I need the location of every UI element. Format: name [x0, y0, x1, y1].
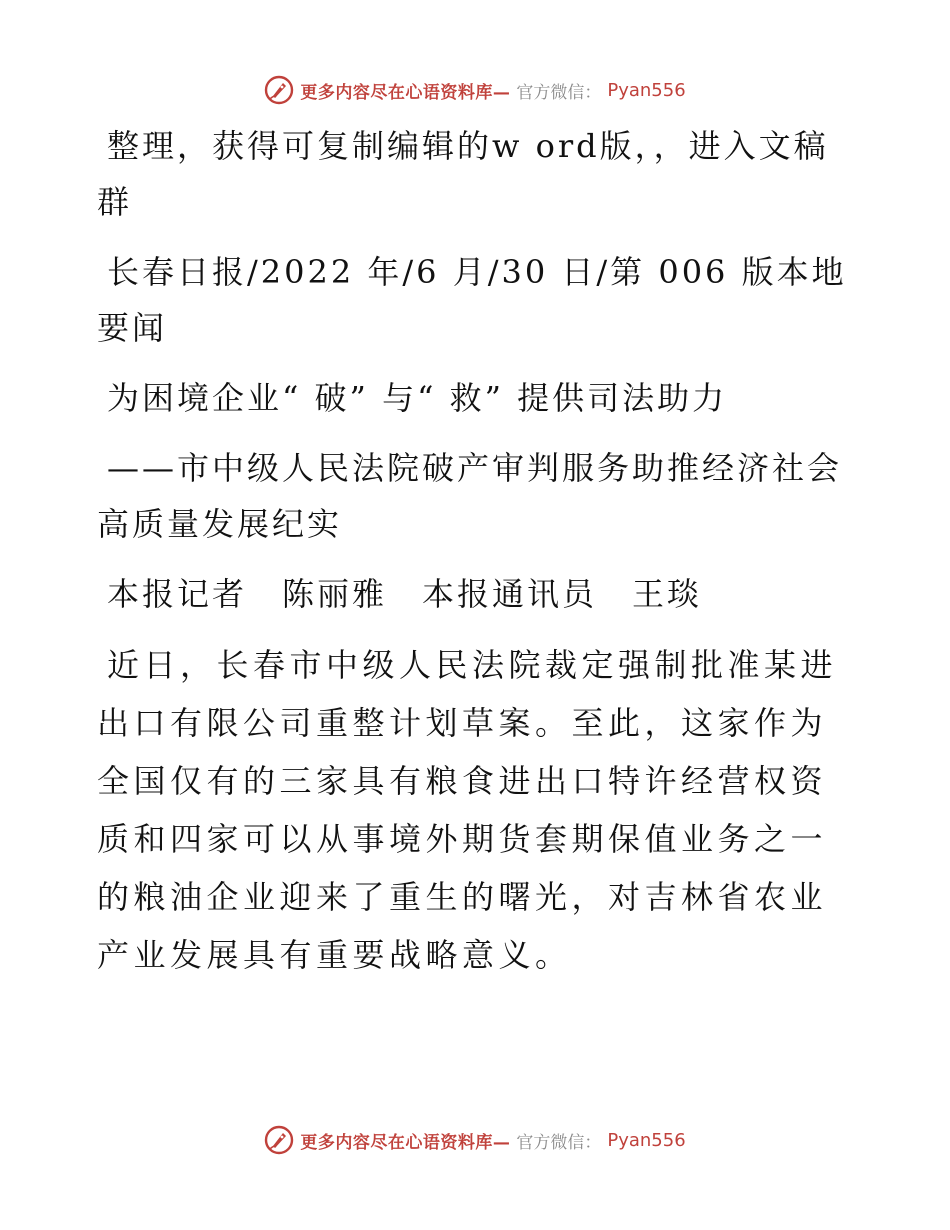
header-watermark — [0, 72, 950, 108]
footer-watermark — [0, 1122, 950, 1158]
article-title: 为困境企业“ 破” 与“ 救” 提供司法助力 — [107, 379, 728, 417]
watermark-wechat-label: 官方微信： — [516, 1132, 602, 1153]
watermark-text: 更多内容尽在心语资料库— — [300, 1132, 511, 1153]
intro-note: 整理，获得可复制编辑的w ord版，，进入文稿群 — [97, 127, 829, 221]
document-body — [97, 118, 849, 998]
watermark-text: 更多内容尽在心语资料库— — [300, 82, 511, 103]
body-paragraph: 近日，长春市中级人民法院裁定强制批准某进出口有限公司重整计划草案。至此，这家作为全国仅有的三家具有粮食进出口特许经营权资质和四家可以从事境外期货套期保值业务之一的粮油企业迎来了重生的曙光，对吉林省农业产业发展具有重要战略意义。 — [97, 646, 838, 974]
article-subtitle: ——市中级人民法院破产审判服务助推经济社会高质量发展纪实 — [97, 449, 843, 543]
source-line: 长春日报/2022 年/6 月/30 日/第 006 版本地要闻 — [97, 253, 847, 347]
byline: 本报记者 陈丽雅 本报通讯员 王琰 — [107, 575, 703, 613]
watermark-wechat-id: Pyan556 — [607, 1129, 686, 1151]
watermark-wechat-id: Pyan556 — [607, 79, 686, 101]
watermark-wechat-label: 官方微信： — [516, 82, 602, 103]
pen-nib-logo-icon — [264, 1125, 294, 1155]
pen-nib-logo-icon — [264, 75, 294, 105]
